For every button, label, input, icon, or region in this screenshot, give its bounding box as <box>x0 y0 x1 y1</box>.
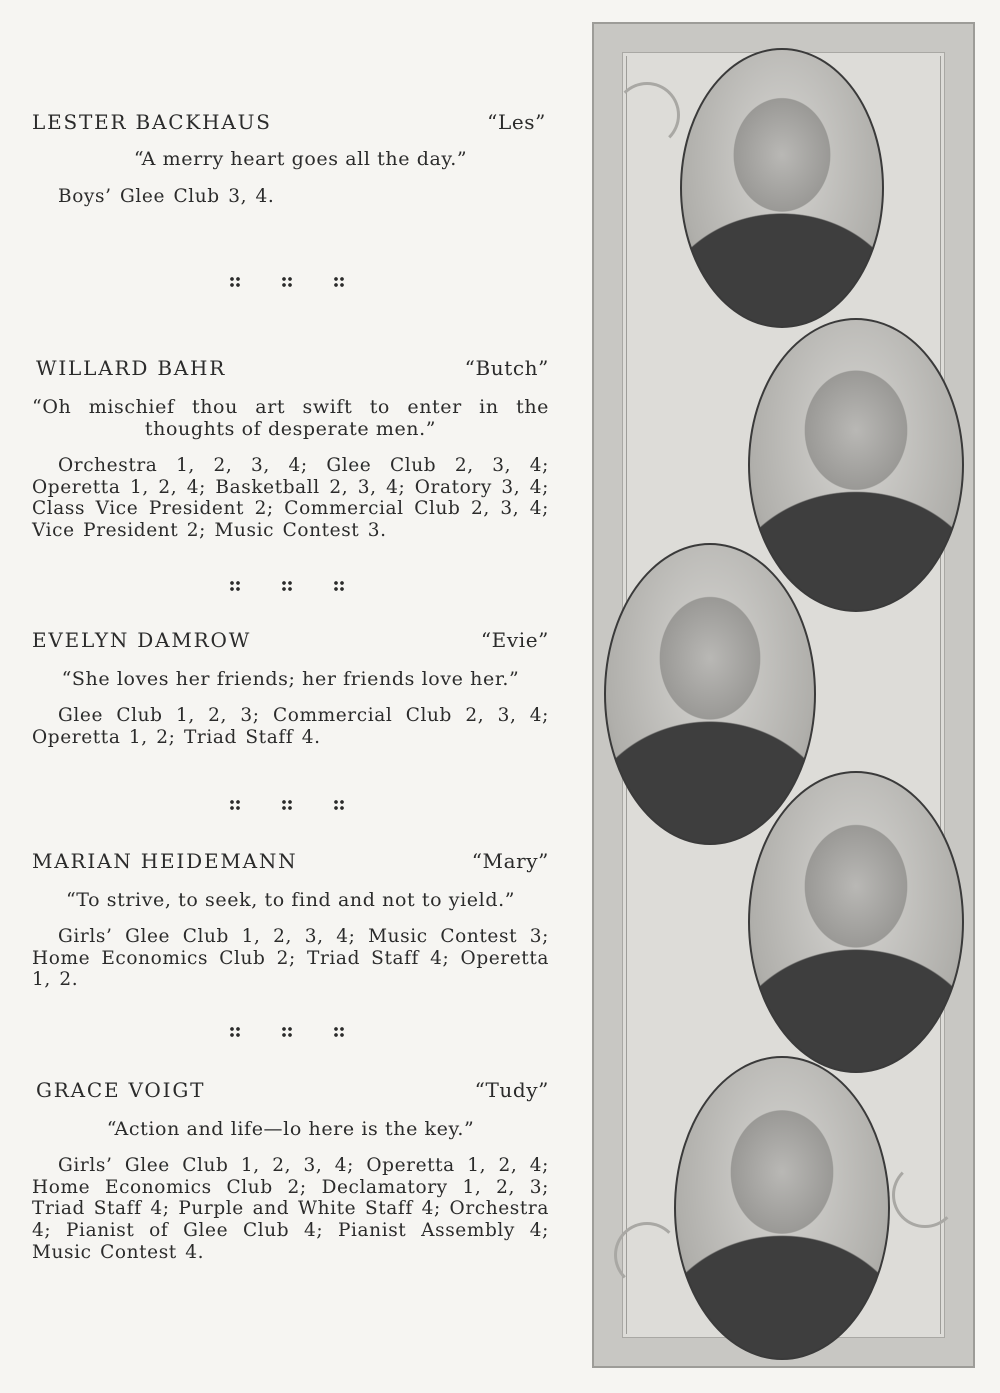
student-nickname: “Les” <box>487 110 546 134</box>
student-name: GRACE VOIGT <box>36 1078 206 1102</box>
student-activities: Orchestra 1, 2, 3, 4; Glee Club 2, 3, 4; Operetta 1, 2, 4; Basketball 2, 3, 4; Oratory 3, 4; Class Vice President 2; Commercial Club 2, 3, 4; Vice President 2; Music Contest 3. <box>32 455 549 542</box>
student-entry-damrow <box>32 628 549 748</box>
student-nickname: “Tudy” <box>474 1078 549 1102</box>
ornament-swirl-icon <box>892 1162 958 1228</box>
portrait-photo-bahr <box>748 318 964 612</box>
student-name: LESTER BACKHAUS <box>32 110 272 134</box>
student-activities: Boys’ Glee Club 3, 4. <box>58 186 275 207</box>
ornament-separator <box>228 1025 348 1037</box>
student-name: MARIAN HEIDEMANN <box>32 849 298 873</box>
student-quote: “She loves her friends; her friends love her.” <box>61 668 520 690</box>
photo-panel <box>592 22 975 1368</box>
student-quote: “Oh mischief thou art swift to enter in the thoughts of desperate men.” <box>32 396 549 440</box>
ornament-separator <box>228 275 348 287</box>
portrait-photo-voigt <box>674 1056 890 1360</box>
student-quote: “Action and life—lo here is the key.” <box>106 1118 475 1140</box>
student-quote: “To strive, to seek, to find and not to yield.” <box>65 889 516 911</box>
ornament-separator <box>228 798 348 810</box>
student-nickname: “Evie” <box>480 628 549 652</box>
student-activities: Girls’ Glee Club 1, 2, 3, 4; Operetta 1, 2, 4; Home Economics Club 2; Declamatory 1, 2, 3; Triad Staff 4; Purple and White Staff 4; Orchestra 4; Pianist of Glee Club 4; Pianist Assembly 4; Music Contest 4. <box>32 1155 549 1263</box>
student-nickname: “Mary” <box>471 849 549 873</box>
name-row <box>32 356 549 382</box>
ornament-swirl-icon <box>614 82 680 148</box>
name-row <box>32 1078 549 1104</box>
student-name: EVELYN DAMROW <box>32 628 252 652</box>
panel-rule-right <box>940 56 941 1334</box>
portrait-photo-heidemann <box>748 771 964 1073</box>
ornament-separator <box>228 579 348 591</box>
student-nickname: “Butch” <box>464 356 549 380</box>
student-quote: “A merry heart goes all the day.” <box>133 148 468 170</box>
ornament-swirl-icon <box>614 1222 680 1288</box>
student-entry-heidemann <box>32 849 549 991</box>
student-entry-backhaus <box>32 110 549 208</box>
name-row <box>32 628 549 654</box>
name-row <box>32 849 549 875</box>
student-activities: Glee Club 1, 2, 3; Commercial Club 2, 3, 4; Operetta 1, 2; Triad Staff 4. <box>32 705 549 748</box>
student-entry-bahr <box>32 356 549 542</box>
name-row <box>32 110 549 136</box>
portrait-photo-damrow <box>604 543 816 845</box>
student-entry-voigt <box>32 1078 549 1264</box>
student-name: WILLARD BAHR <box>36 356 227 380</box>
student-activities: Girls’ Glee Club 1, 2, 3, 4; Music Contest 3; Home Economics Club 2; Triad Staff 4; Operetta 1, 2. <box>32 926 549 991</box>
portrait-photo-backhaus <box>680 48 884 328</box>
